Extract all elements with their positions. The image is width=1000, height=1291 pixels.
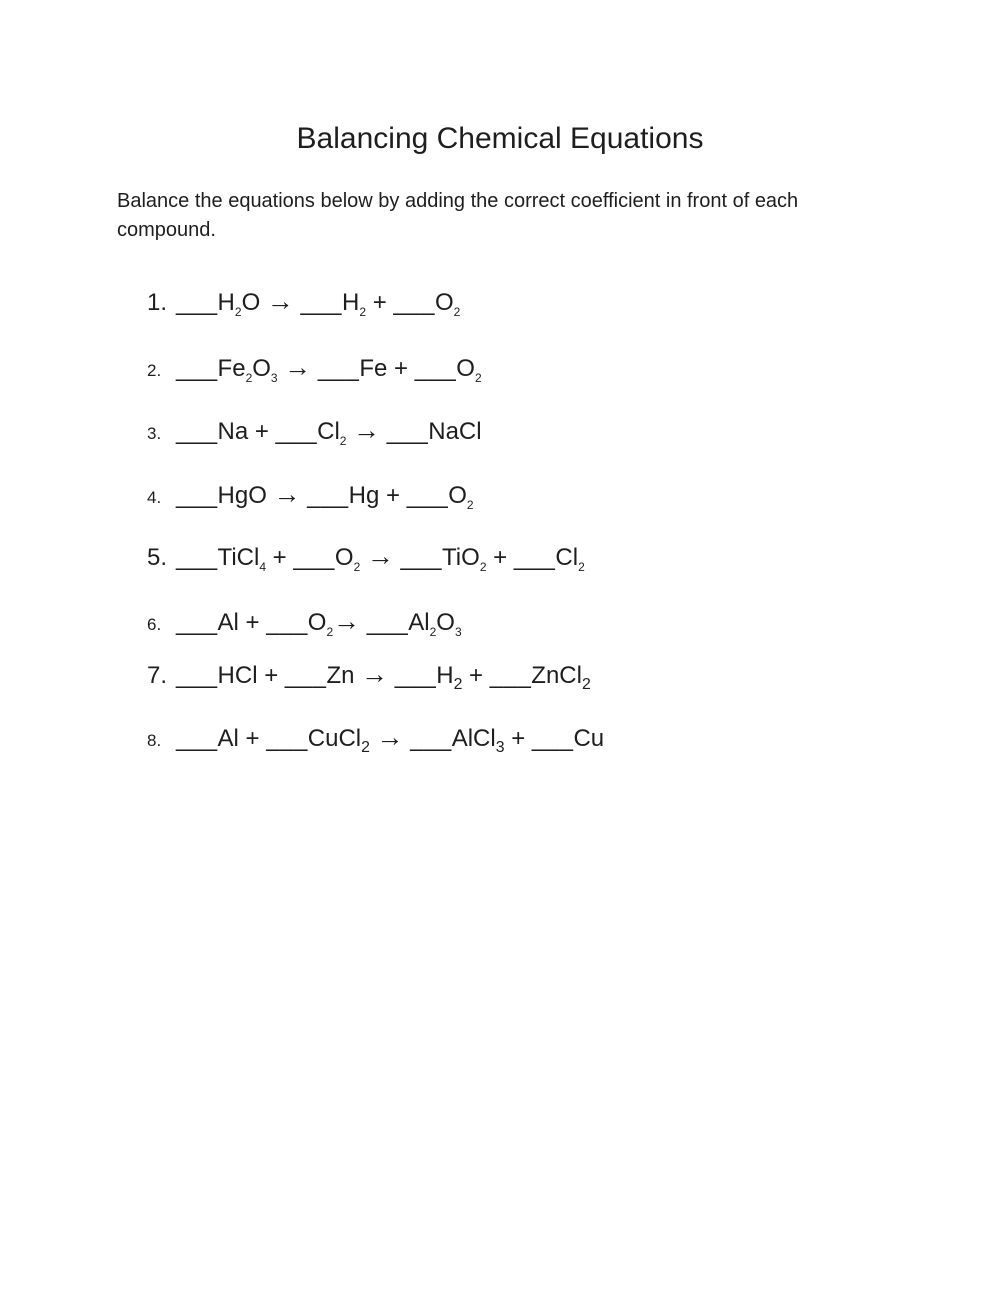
equation-content: [176, 541, 585, 574]
answer-blank[interactable]: ___: [394, 662, 437, 689]
instruction-line-2: compound.: [117, 219, 216, 241]
equation-content: [176, 659, 591, 693]
answer-blank[interactable]: ___: [317, 355, 360, 382]
subscript: 2: [453, 675, 463, 693]
subscript: 2: [234, 304, 242, 319]
formula-text: Cl: [317, 418, 340, 445]
subscript: 2: [429, 624, 437, 639]
answer-blank[interactable]: ___: [176, 662, 218, 689]
equation-content: [176, 606, 462, 639]
answer-blank[interactable]: ___: [386, 418, 429, 445]
formula-text: Al +: [217, 725, 267, 752]
equation-content: [176, 415, 482, 448]
formula-text: +: [266, 544, 294, 571]
answer-blank[interactable]: ___: [513, 544, 556, 571]
reaction-arrow-icon: →: [273, 479, 301, 509]
answer-blank[interactable]: ___: [176, 418, 218, 445]
answer-blank[interactable]: ___: [293, 544, 335, 571]
equation-row: [147, 352, 482, 383]
formula-text: Fe +: [359, 355, 415, 382]
answer-blank[interactable]: ___: [176, 289, 218, 316]
subscript: 2: [474, 370, 482, 385]
answer-blank[interactable]: ___: [266, 609, 308, 636]
formula-text: O: [252, 355, 271, 382]
equation-row: [147, 659, 591, 693]
equation-content: [176, 286, 461, 319]
formula-text: O: [436, 609, 455, 636]
answer-blank[interactable]: ___: [366, 609, 409, 636]
formula-text: H: [217, 289, 235, 316]
subscript: 2: [359, 304, 367, 319]
formula-text: [311, 355, 318, 382]
formula-text: O: [334, 544, 354, 571]
reaction-arrow-icon: →: [361, 659, 389, 689]
answer-blank[interactable]: ___: [284, 662, 327, 689]
formula-text: AlCl: [451, 725, 496, 752]
formula-text: Hg +: [348, 482, 407, 509]
formula-text: CuCl: [307, 725, 362, 752]
answer-blank[interactable]: ___: [275, 418, 318, 445]
answer-blank[interactable]: ___: [266, 725, 308, 752]
equation-content: [176, 352, 482, 385]
reaction-arrow-icon: →: [366, 541, 394, 571]
answer-blank[interactable]: ___: [400, 544, 443, 571]
formula-text: [380, 418, 387, 445]
equation-number: 8.: [147, 731, 162, 750]
equation-content: [176, 479, 474, 512]
formula-text: Fe: [217, 355, 246, 382]
page-title: Balancing Chemical Equations: [296, 122, 704, 155]
reaction-arrow-icon: →: [333, 606, 361, 636]
formula-text: O: [448, 482, 467, 509]
reaction-arrow-icon: →: [284, 352, 312, 382]
subscript: 2: [326, 624, 334, 639]
answer-blank[interactable]: ___: [307, 482, 349, 509]
subscript: 3: [495, 738, 505, 756]
subscript: 2: [361, 738, 370, 756]
equation-number: 5.: [147, 544, 168, 571]
formula-text: +: [486, 544, 514, 571]
answer-blank[interactable]: ___: [393, 289, 435, 316]
formula-text: O: [307, 609, 327, 636]
answer-blank[interactable]: ___: [176, 482, 218, 509]
subscript: 2: [453, 304, 461, 319]
formula-text: Al: [408, 609, 430, 636]
instruction-line-1: Balance the equations below by adding the correct coefficient in front of each: [117, 190, 799, 212]
subscript: 2: [466, 497, 474, 512]
formula-text: +: [504, 725, 532, 752]
subscript: 2: [581, 675, 591, 693]
answer-blank[interactable]: ___: [489, 662, 532, 689]
subscript: 2: [479, 559, 487, 574]
subscript: 2: [353, 559, 361, 574]
answer-blank[interactable]: ___: [176, 725, 218, 752]
formula-text: +: [366, 289, 394, 316]
answer-blank[interactable]: ___: [176, 355, 218, 382]
equation-content: [176, 722, 605, 756]
formula-text: NaCl: [428, 418, 482, 445]
formula-text: O: [456, 355, 475, 382]
formula-text: HgO: [217, 482, 274, 509]
answer-blank[interactable]: ___: [176, 544, 218, 571]
formula-text: [360, 544, 367, 571]
equation-row: [147, 541, 585, 572]
answer-blank[interactable]: ___: [414, 355, 457, 382]
equation-number: 7.: [147, 662, 168, 689]
subscript: 4: [259, 559, 266, 574]
subscript: 2: [578, 559, 585, 574]
subscript: 2: [245, 370, 253, 385]
equation-row: [147, 479, 474, 510]
reaction-arrow-icon: →: [376, 722, 404, 752]
reaction-arrow-icon: →: [266, 286, 294, 316]
formula-text: Zn: [326, 662, 362, 689]
equation-number: 2.: [147, 361, 162, 380]
equation-row: [147, 722, 605, 756]
equation-number: 1.: [147, 289, 168, 316]
formula-text: Cl: [555, 544, 579, 571]
formula-text: Al +: [217, 609, 267, 636]
formula-text: HCl +: [217, 662, 285, 689]
subscript: 2: [339, 433, 347, 448]
formula-text: ZnCl: [531, 662, 582, 689]
answer-blank[interactable]: ___: [176, 609, 218, 636]
equation-number: 6.: [147, 615, 162, 634]
formula-text: H: [342, 289, 360, 316]
equation-row: [147, 606, 462, 637]
answer-blank[interactable]: ___: [300, 289, 343, 316]
subscript: 3: [270, 370, 278, 385]
formula-text: H: [436, 662, 454, 689]
formula-text: [370, 725, 377, 752]
formula-text: O: [434, 289, 454, 316]
equation-row: [147, 415, 482, 446]
formula-text: [360, 609, 367, 636]
formula-text: TiO: [442, 544, 480, 571]
formula-text: Na +: [217, 418, 276, 445]
equation-number: 4.: [147, 488, 162, 507]
equation-row: [147, 286, 460, 317]
formula-text: Cu: [573, 725, 605, 752]
equation-number: 3.: [147, 424, 162, 443]
answer-blank[interactable]: ___: [410, 725, 452, 752]
answer-blank[interactable]: ___: [531, 725, 574, 752]
subscript: 3: [454, 624, 462, 639]
formula-text: [388, 662, 395, 689]
formula-text: TiCl: [217, 544, 260, 571]
formula-text: O: [241, 289, 267, 316]
formula-text: +: [462, 662, 490, 689]
answer-blank[interactable]: ___: [406, 482, 449, 509]
reaction-arrow-icon: →: [353, 415, 381, 445]
